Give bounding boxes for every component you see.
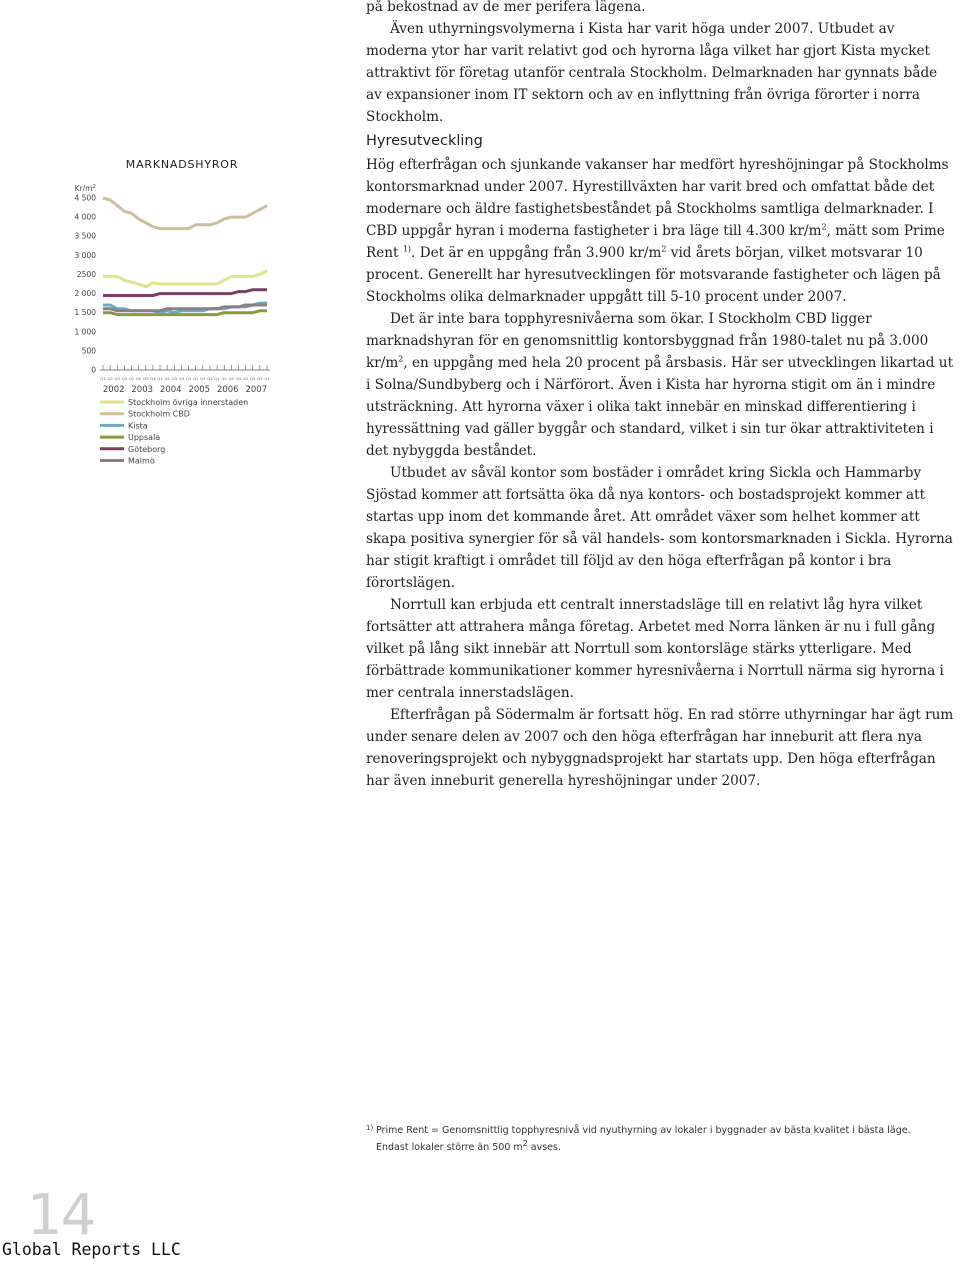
legend-label: Stockholm CBD xyxy=(128,409,190,419)
series-line xyxy=(103,271,267,287)
quarter-label: Q4 xyxy=(178,376,185,381)
section-heading: Hyresutveckling xyxy=(366,133,483,149)
watermark: Global Reports LLC xyxy=(2,1240,181,1259)
quarter-label: Q3 xyxy=(143,376,149,381)
year-label: 2004 xyxy=(159,385,182,395)
year-label: 2006 xyxy=(216,385,239,395)
legend-label: Malmö xyxy=(128,456,155,466)
quarter-label: Q2 xyxy=(164,376,170,381)
y-tick-label: 500 xyxy=(81,346,96,356)
year-label: 2005 xyxy=(188,385,211,395)
rent-chart xyxy=(70,150,300,485)
y-tick-label: 0 xyxy=(91,365,96,375)
quarter-label: Q3 xyxy=(228,376,235,381)
quarter-label: Q1 xyxy=(157,376,163,381)
y-tick-label: 2 000 xyxy=(74,289,96,299)
y-tick-label: 4 500 xyxy=(74,193,96,203)
y-tick-label: 3 500 xyxy=(74,231,96,241)
legend-label: Uppsala xyxy=(128,433,161,443)
quarter-label: Q1 xyxy=(100,376,106,381)
paragraph-1: Hög efterfrågan och sjunkande vakanser har medfört hyreshöjningar på Stockholms kontorsmarknad under 2007. Hyrestillväxten har varit bred och omfattat både det modernare och äldre fastighetsbeståndet på Stockholms samtliga delmarknader. I CBD uppgår hyran i moderna fastigheter i bra läge till 4.300 $kr/m^2$, mätt som Prime Rent $^{1)}$. Det är en uppgång från 3.900 $kr/m^2$ vid årets början, vilket motsvarar 10 procent. Generellt har hyresutvecklingen för motsvarande fastigheter och lägen på Stockholms olika delmarknader uppgått till 5-10 procent under 2007. xyxy=(366,157,949,305)
quarter-label: Q2 xyxy=(135,376,142,381)
y-axis-label: $Kr/m^2$ xyxy=(74,184,96,193)
quarter-label: Q1 xyxy=(242,376,249,381)
quarter-label: Q2 xyxy=(221,376,227,381)
quarter-label: Q2 xyxy=(192,376,199,381)
quarter-label: Q3 xyxy=(114,376,120,381)
top-paragraph-1: på bekostnad av de mer perifera lägena. xyxy=(366,0,646,15)
quarter-label: Q3 xyxy=(171,376,178,381)
paragraph-2: Det är inte bara topphyresnivåerna som ökar. I Stockholm CBD ligger marknadshyran för en genomsnittlig kontorsbyggnad från 1980-talet nu på 3.000 $kr/m^2$, en uppgång med hela 20 procent på årsbasis. Här ser utvecklingen likartad ut i Solna/Sundbyberg och i Närförort. Även i Kista har hyrorna stigit om än i mindre utsträckning. Att hyrorna växer i olika takt innebär en minskad differentiering i hyressättning vad gäller byggår och standard, vilket i sin tur ökar attraktiviteten i det nybyggda beståndet. xyxy=(366,311,954,459)
paragraph-4: Norrtull kan erbjuda ett centralt innerstadsläge till en relativt låg hyra vilket fortsätter att attrahera många företag. Arbetet med Norra länken är nu i full gång vilket på lång sikt innebär att Norrtull som kontorsläge stärks ytterligare. Med förbättrade kommunikationer kommer hyresnivåerna i Norrtull närma sig hyrorna i mer centrala innerstadslägen. xyxy=(366,597,944,701)
rent-chart-svg xyxy=(70,150,300,480)
paragraph-5: Efterfrågan på Södermalm är fortsatt hög. En rad större uthyrningar har ägt rum under senare delen av 2007 och den höga efterfrågan har inneburit att flera nya renoveringsprojekt och nybyggnadsprojekt har startats upp. Den höga efterfrågan har även inneburit generella hyreshöjningar under 2007. xyxy=(366,707,954,789)
y-tick-label: 1 000 xyxy=(74,327,96,337)
quarter-label: Q3 xyxy=(200,376,206,381)
footnote xyxy=(366,1122,946,1156)
y-tick-label: 1 500 xyxy=(74,308,96,318)
quarter-label: Q4 xyxy=(150,376,156,381)
quarter-label: Q1 xyxy=(128,376,135,381)
main-text-block xyxy=(366,154,956,792)
series-line xyxy=(103,198,267,229)
series-line xyxy=(103,290,267,296)
quarter-label: Q1 xyxy=(185,376,192,381)
top-text-block xyxy=(366,0,956,128)
quarter-label: Q1 xyxy=(214,376,220,381)
chart-title: MARKNADSHYROR xyxy=(125,158,239,171)
y-tick-label: 2500 xyxy=(76,269,96,279)
quarter-label: Q2 xyxy=(250,376,256,381)
y-tick-label: 4 000 xyxy=(74,212,96,222)
legend-label: Göteborg xyxy=(128,444,166,454)
quarter-label: Q2 xyxy=(107,376,113,381)
top-paragraph-2: Även uthyrningsvolymerna i Kista har varit höga under 2007. Utbudet av moderna ytor har varit relativt god och hyrorna låga vilket har gjort Kista mycket attraktivt för företag utanför centrala Stockholm. Delmarknaden har gynnats både av expansioner inom IT sektorn och av en inflyttning från övriga förorter i norra Stockholm. xyxy=(366,21,938,125)
quarter-label: Q4 xyxy=(121,376,128,381)
year-label: 2002 xyxy=(102,385,125,395)
quarter-label: Q4 xyxy=(207,376,213,381)
footnote-number: 1) xyxy=(366,1124,374,1132)
quarter-label: Q3 xyxy=(257,376,263,381)
year-label: 2003 xyxy=(131,385,154,395)
y-tick-label: 3 000 xyxy=(74,250,96,260)
quarter-label: Q4 xyxy=(264,376,270,381)
quarter-label: Q4 xyxy=(235,376,242,381)
footnote-line-2: Endast lokaler större än 500 $m^2$ avses. xyxy=(376,1138,561,1153)
page-number: 14 xyxy=(27,1183,95,1248)
legend-label: Stockholm övriga innerstaden xyxy=(128,398,249,407)
legend-label: Kista xyxy=(128,421,148,431)
year-label: 2007 xyxy=(245,385,268,395)
paragraph-3: Utbudet av såväl kontor som bostäder i området kring Sickla och Hammarby Sjöstad kommer att fortsätta öka då nya kontors- och bostadsprojekt kommer att startas upp inom det kommande året. Att området växer som helhet kommer att skapa positiva synergier för så väl handels- som kontorsmarknaden i Sickla. Hyrorna har stigit kraftigt i området till följd av den höga efterfrågan på kontor i bra förortslägen. xyxy=(366,465,953,591)
footnote-line-1: Prime Rent = Genomsnittlig topphyresnivå vid nyuthyrning av lokaler i byggnader av bästa kvalitet i bästa läge. xyxy=(376,1125,911,1136)
